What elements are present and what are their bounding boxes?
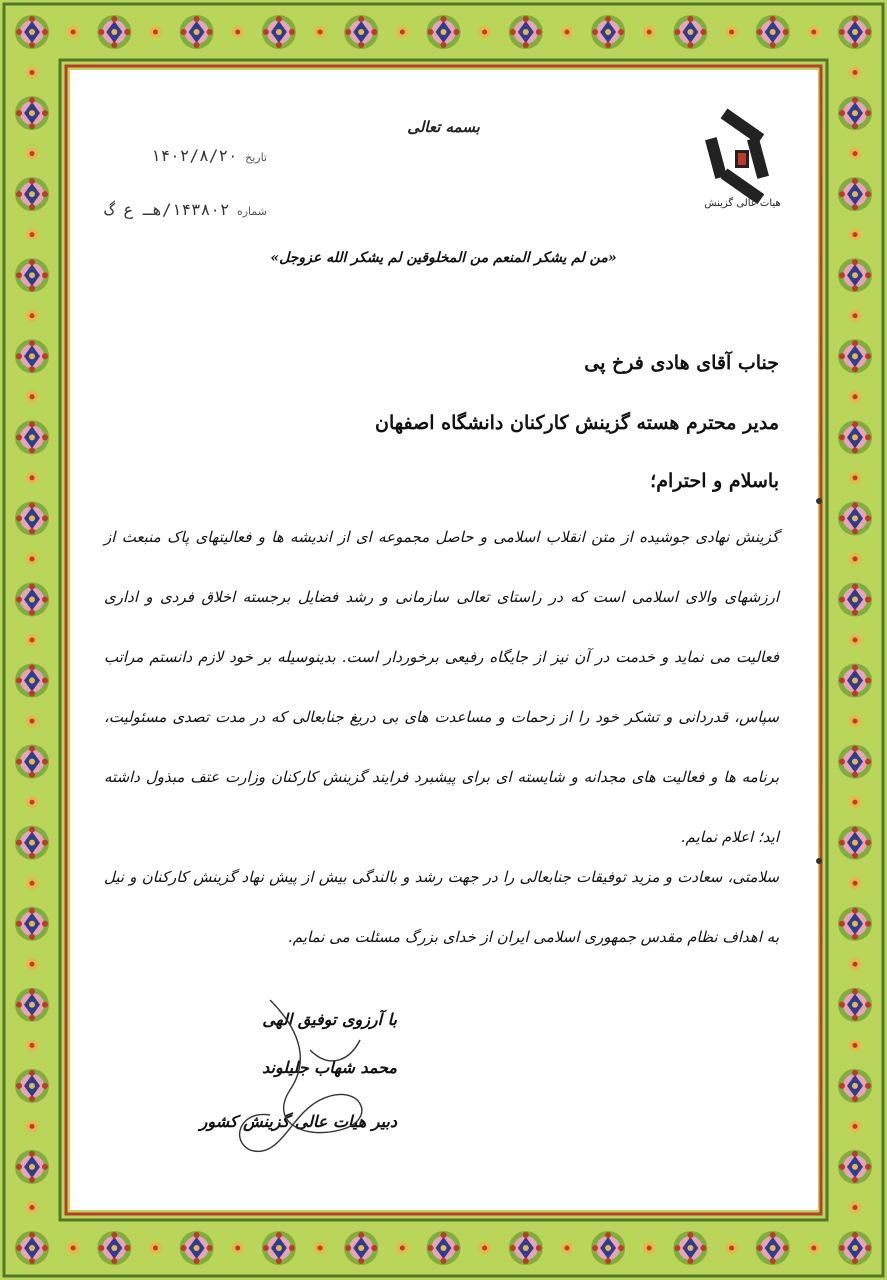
logo-caption: هیات عالی گزینش (704, 198, 781, 209)
border-ornament-small (808, 1242, 820, 1254)
border-ornament (591, 15, 625, 49)
border-ornament-small (561, 1242, 573, 1254)
border-ornament (838, 582, 872, 616)
border-ornament-small (849, 634, 861, 646)
border-ornament-small (849, 796, 861, 808)
border-ornament (673, 15, 707, 49)
border-ornament-small (849, 715, 861, 727)
border-ornament (427, 1231, 461, 1265)
border-ornament-small (26, 229, 38, 241)
border-ornament (838, 420, 872, 454)
border-ornament-small (561, 26, 573, 38)
border-ornament (15, 501, 49, 535)
border-ornament-small (26, 391, 38, 403)
border-ornament (838, 501, 872, 535)
border-ornament (97, 15, 131, 49)
border-ornament-small (849, 472, 861, 484)
border-ornament-small (26, 472, 38, 484)
border-ornament-small (849, 310, 861, 322)
border-ornament (262, 1231, 296, 1265)
border-ornament-small (26, 634, 38, 646)
border-ornament (756, 15, 790, 49)
border-ornament-small (849, 1039, 861, 1051)
border-ornament (673, 1231, 707, 1265)
number-label: شماره (236, 205, 267, 218)
border-ornament-small (849, 229, 861, 241)
closing-wish: با آرزوی توفیق الهی (262, 1010, 397, 1029)
border-ornament-small (232, 1242, 244, 1254)
date-value: ۱۴۰۲/۸/۲۰ (150, 146, 238, 165)
border-ornament-small (26, 1120, 38, 1132)
margin-dot (816, 498, 822, 504)
recipient-name: جناب آقای هادی فرخ پی (584, 352, 779, 374)
border-ornament (838, 1231, 872, 1265)
border-ornament (15, 15, 49, 49)
border-ornament (838, 1150, 872, 1184)
border-ornament-small (26, 1201, 38, 1213)
margin-dot (816, 858, 822, 864)
border-ornament (838, 826, 872, 860)
border-ornament-small (26, 796, 38, 808)
signatory-title: دبیر هیات عالی گزینش کشور (199, 1112, 397, 1131)
recipient-position: مدیر محترم هسته گزینش کارکنان دانشگاه اصفهان (375, 412, 779, 434)
border-ornament (344, 1231, 378, 1265)
border-ornament-small (479, 26, 491, 38)
border-ornament (427, 15, 461, 49)
border-ornament-small (726, 26, 738, 38)
border-ornament-small (26, 148, 38, 160)
border-ornament-small (396, 26, 408, 38)
border-ornament-small (232, 26, 244, 38)
border-ornament-small (26, 1039, 38, 1051)
body-paragraph-1: گزینش نهادی جوشیده از متن انقلاب اسلامی و حاصل مجموعه ای از اندیشه ها و فعالیتهای پاک منبعث از ارزشهای والای اسلامی است که در راستای تعالی سازمانی و رشد فضایل برجسته اخلاق فردی و اداری فعالیت می نماید و خدمت در آن نیز از جایگاه رفیعی برخوردار است. بدینوسیله بر خود لازم دانستم مراتب سپاس، قدردانی و تشکر خود را از زحمات و مساعدت های بی دریغ جنابعالی که در مدت تصدی مسئولیت، برنامه ها و فعالیت های مجدانه و شایسته ای برای پیشبرد فرایند گزینش کارکنان وزارت عتف مبذول داشته اید؛ اعلام نمایم. (104, 528, 779, 846)
border-ornament (180, 15, 214, 49)
border-ornament-small (726, 1242, 738, 1254)
number-value: ۱۴۳۸۰۲/هـ ع گ (104, 200, 230, 219)
border-ornament-small (849, 958, 861, 970)
border-ornament-small (26, 877, 38, 889)
border-ornament (15, 826, 49, 860)
border-ornament (509, 1231, 543, 1265)
handwritten-signature (210, 990, 410, 1170)
border-ornament (15, 1069, 49, 1103)
border-ornament (838, 177, 872, 211)
border-ornament-small (808, 26, 820, 38)
border-ornament (15, 1231, 49, 1265)
border-ornament-small (849, 391, 861, 403)
border-ornament-small (314, 1242, 326, 1254)
border-ornament-small (479, 1242, 491, 1254)
border-ornament (344, 15, 378, 49)
border-ornament-small (643, 26, 655, 38)
border-ornament-small (26, 553, 38, 565)
border-ornament (509, 15, 543, 49)
border-ornament (756, 1231, 790, 1265)
border-ornament-small (26, 310, 38, 322)
border-ornament (180, 1231, 214, 1265)
body-paragraph-2: سلامتی، سعادت و مزید توفیقات جنابعالی را در جهت رشد و بالندگی بیش از پیش نهاد گزینش کارکنان و نیل به اهداف نظام مقدس جمهوری اسلامی ایران از خدای بزرگ مسئلت می نمایم. (104, 868, 779, 946)
border-ornament-small (67, 26, 79, 38)
border-ornament-small (849, 877, 861, 889)
signatory-name: محمد شهاب جلیلوند (262, 1058, 397, 1077)
border-ornament (262, 15, 296, 49)
date-field (151, 146, 267, 165)
border-ornament (15, 745, 49, 779)
border-ornament (838, 339, 872, 373)
border-ornament-small (26, 67, 38, 79)
border-ornament (838, 988, 872, 1022)
border-ornament-small (849, 1120, 861, 1132)
border-ornament-small (396, 1242, 408, 1254)
border-ornament-small (26, 715, 38, 727)
border-ornament-small (314, 26, 326, 38)
hadith-quote: «من لم یشکر المنعم من المخلوقین لم یشکر الله عزوجل» (270, 250, 617, 266)
border-ornament (838, 745, 872, 779)
border-ornament-small (67, 1242, 79, 1254)
border-ornament-small (849, 67, 861, 79)
border-ornament (838, 907, 872, 941)
border-ornament (838, 664, 872, 698)
border-ornament-small (26, 958, 38, 970)
border-ornament (15, 1150, 49, 1184)
border-ornament (15, 177, 49, 211)
border-ornament (15, 582, 49, 616)
border-ornament (97, 1231, 131, 1265)
border-ornament-small (149, 26, 161, 38)
border-ornament-small (149, 1242, 161, 1254)
bismillah-heading: بسمه تعالی (407, 118, 480, 136)
greeting: باسلام و احترام؛ (650, 470, 779, 492)
border-ornament (838, 1069, 872, 1103)
border-ornament (15, 420, 49, 454)
border-ornament (15, 339, 49, 373)
border-ornament-small (849, 1201, 861, 1213)
border-ornament-small (849, 148, 861, 160)
border-ornament (838, 15, 872, 49)
border-ornament (15, 988, 49, 1022)
border-ornament-small (643, 1242, 655, 1254)
border-ornament (15, 907, 49, 941)
border-ornament-small (849, 553, 861, 565)
date-label: تاریخ (245, 151, 267, 164)
border-ornament (591, 1231, 625, 1265)
number-field (104, 200, 267, 219)
border-ornament (15, 664, 49, 698)
